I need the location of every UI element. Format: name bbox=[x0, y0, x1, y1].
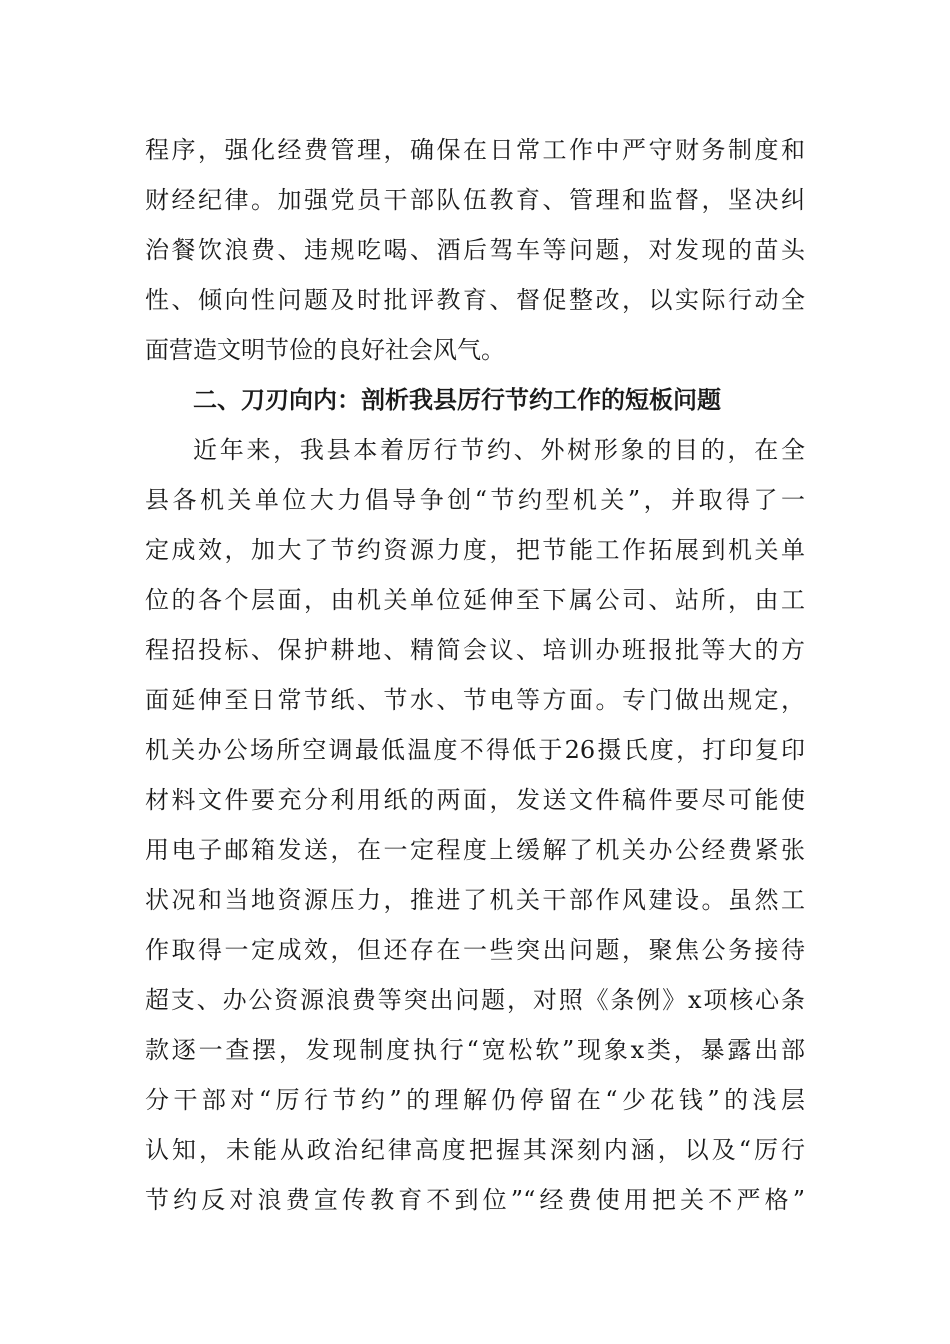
paragraph-line: 分干部对“厉行节约”的理解仍停留在“少花钱”的浅层 bbox=[145, 1086, 805, 1114]
paragraph-line: 治餐饮浪费、违规吃喝、酒后驾车等问题，对发现的苗头 bbox=[145, 236, 805, 264]
paragraph-line: 作取得一定成效，但还存在一些突出问题，聚焦公务接待 bbox=[145, 936, 805, 964]
paragraph-line: 县各机关单位大力倡导争创“节约型机关”，并取得了一 bbox=[145, 486, 805, 514]
paragraph-line: 材料文件要充分利用纸的两面，发送文件稿件要尽可能使 bbox=[145, 786, 805, 814]
paragraph-line: 机关办公场所空调最低温度不得低于26摄氏度，打印复印 bbox=[145, 736, 805, 764]
paragraph-line: 财经纪律。加强党员干部队伍教育、管理和监督，坚决纠 bbox=[145, 186, 805, 214]
paragraph-line: 近年来，我县本着厉行节约、外树形象的目的，在全 bbox=[193, 436, 805, 464]
section-heading: 二、刀刃向内：剖析我县厉行节约工作的短板问题 bbox=[193, 386, 721, 414]
paragraph-line: 面营造文明节俭的良好社会风气。 bbox=[145, 336, 505, 364]
document-body bbox=[145, 125, 805, 1225]
paragraph-line: 款逐一查摆，发现制度执行“宽松软”现象x类，暴露出部 bbox=[145, 1036, 805, 1064]
paragraph-line: 性、倾向性问题及时批评教育、督促整改，以实际行动全 bbox=[145, 286, 805, 314]
paragraph-line: 超支、办公资源浪费等突出问题，对照《条例》x项核心条 bbox=[145, 986, 805, 1014]
paragraph-line: 状况和当地资源压力，推进了机关干部作风建设。虽然工 bbox=[145, 886, 805, 914]
paragraph-line: 认知，未能从政治纪律高度把握其深刻内涵，以及“厉行 bbox=[145, 1136, 805, 1164]
paragraph-line: 定成效，加大了节约资源力度，把节能工作拓展到机关单 bbox=[145, 536, 805, 564]
paragraph-2 bbox=[145, 425, 805, 1225]
paragraph-line: 面延伸至日常节纸、节水、节电等方面。专门做出规定， bbox=[145, 686, 805, 714]
paragraph-line: 程招投标、保护耕地、精简会议、培训办班报批等大的方 bbox=[145, 636, 805, 664]
paragraph-line: 位的各个层面，由机关单位延伸至下属公司、站所，由工 bbox=[145, 586, 805, 614]
paragraph-line: 用电子邮箱发送，在一定程度上缓解了机关办公经费紧张 bbox=[145, 836, 805, 864]
paragraph-line: 程序，强化经费管理，确保在日常工作中严守财务制度和 bbox=[145, 136, 805, 164]
paragraph-line: 节约反对浪费宣传教育不到位”“经费使用把关不严格” bbox=[145, 1186, 805, 1214]
paragraph-1 bbox=[145, 125, 805, 375]
